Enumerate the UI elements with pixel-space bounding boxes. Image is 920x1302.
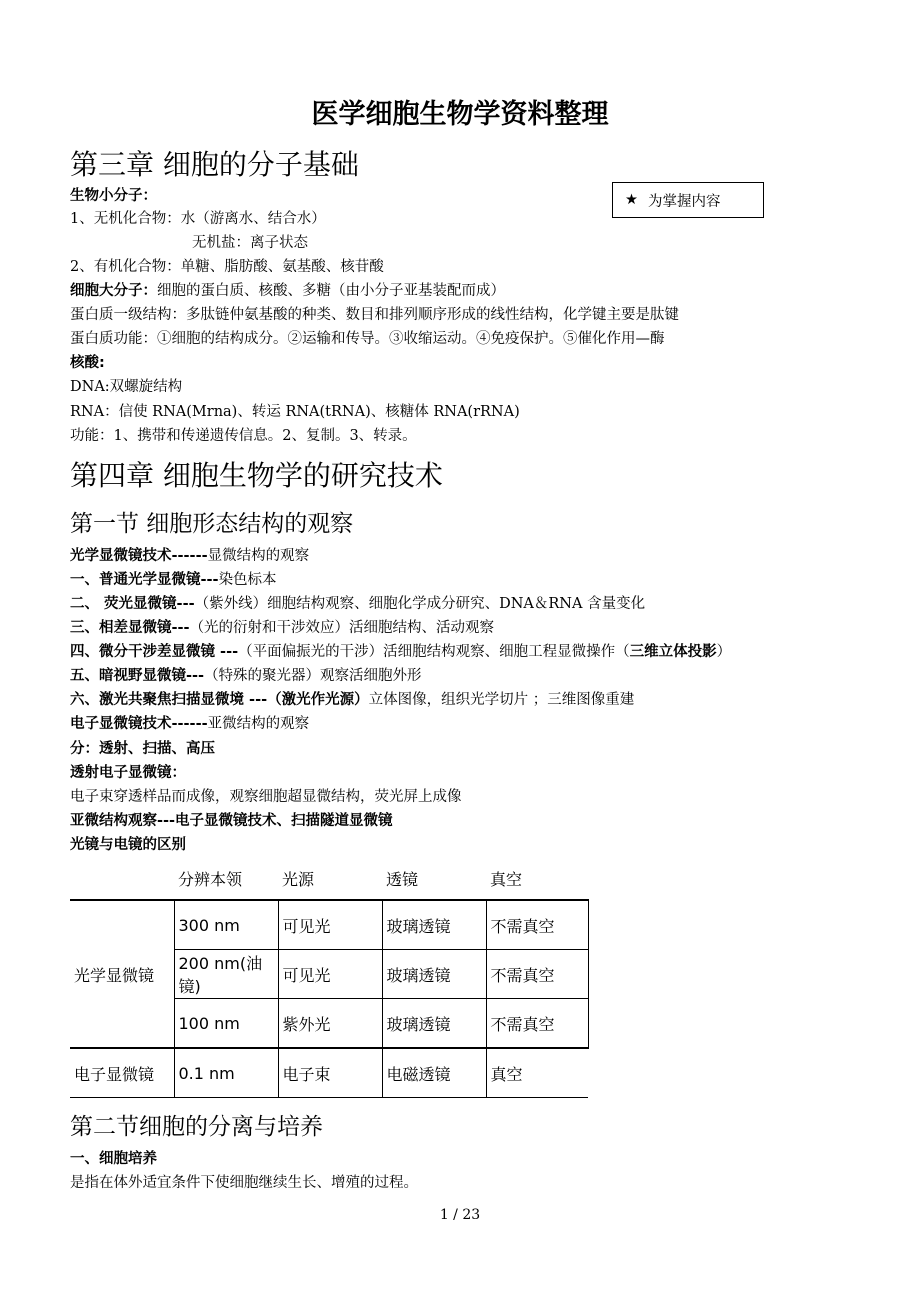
- section-1-heading: 第一节 细胞形态结构的观察: [70, 511, 354, 537]
- list-item-5-label: 五、暗视野显微镜---: [70, 668, 205, 684]
- macromolecules-label: 细胞大分子：: [70, 283, 157, 299]
- cell-culture-label: 一、细胞培养: [70, 1151, 157, 1167]
- list-item-2-text: （紫外线）细胞结构观察、细胞化学成分研究、DNA＆RNA 含量变化: [194, 596, 646, 612]
- list-item-5-text: （特殊的聚光器）观察活细胞外形: [204, 668, 422, 684]
- table-cell: 不需真空: [486, 950, 588, 999]
- list-item-4-label: 四、微分干涉差显微镜 ---: [70, 644, 239, 660]
- table-cell: 不需真空: [486, 999, 588, 1049]
- note-box-text: 为掌握内容: [648, 193, 721, 210]
- optical-microscopy-line: [70, 546, 309, 566]
- table-cell: 玻璃透镜: [382, 900, 486, 950]
- table-header-cell: 真空: [490, 869, 523, 889]
- electron-microscopy-label: 电子显微镜技术------: [70, 716, 208, 732]
- list-item-1: [70, 570, 277, 590]
- function-line: 功能：1、携带和传递遗传信息。2、复制。3、转录。: [70, 428, 417, 444]
- electron-group-cell: 电子显微镜: [70, 1048, 174, 1098]
- chapter-4-heading: 第四章 细胞生物学的研究技术: [70, 459, 443, 492]
- table-cell: 不需真空: [486, 900, 588, 950]
- small-molecules-label: 生物小分子：: [70, 188, 157, 204]
- list-item-1-label: 一、普通光学显微镜---: [70, 572, 219, 588]
- table-cell: 紫外光: [278, 999, 382, 1049]
- table-row: [70, 1048, 588, 1098]
- list-item-4-text: （平面偏振光的干涉）活细胞结构观察、细胞工程显微操作（: [238, 644, 630, 660]
- document-title: 医学细胞生物学资料整理: [311, 99, 609, 130]
- inorganic-line-2: 无机盐：离子状态: [192, 235, 308, 251]
- table-cell: 0.1 nm: [174, 1048, 278, 1098]
- list-item-4-close: ）: [716, 644, 732, 660]
- list-item-3-text: （光的衍射和干涉效应）活细胞结构、活动观察: [189, 620, 495, 636]
- table-header-cell: 分辨本领: [178, 869, 243, 889]
- table-header-cell: 透镜: [386, 869, 419, 889]
- chapter-3-heading: 第三章 细胞的分子基础: [70, 148, 359, 181]
- organic-line: 2、有机化合物：单糖、脂肪酸、氨基酸、核苷酸: [70, 259, 384, 275]
- list-item-4: [70, 642, 731, 662]
- list-item-6: [70, 690, 634, 710]
- electron-microscopy-text: 亚微结构的观察: [207, 716, 310, 732]
- note-box: [612, 182, 764, 218]
- list-item-2-label: 二、 荧光显微镜---: [70, 596, 195, 612]
- protein-structure-line: 蛋白质一级结构：多肽链仲氨基酸的种类、数目和排列顺序形成的线性结构，化学键主要是肽键: [70, 307, 679, 323]
- inorganic-line-1: 1、无机化合物：水（游离水、结合水）: [70, 211, 326, 227]
- rna-line: RNA：信使 RNA(Mrna)、转运 RNA(tRNA)、核糖体 RNA(rRNA): [70, 404, 520, 420]
- submicro-observation-line: 亚微结构观察---电子显微镜技术、扫描隧道显微镜: [70, 813, 393, 829]
- tem-text: 电子束穿透样品而成像，观察细胞超显微结构，荧光屏上成像: [70, 789, 462, 805]
- table-header-blank: [70, 857, 174, 900]
- table-cell: 可见光: [278, 900, 382, 950]
- table-cell: 玻璃透镜: [382, 999, 486, 1049]
- macromolecules-text: 细胞的蛋白质、核酸、多糖（由小分子亚基装配而成）: [157, 283, 505, 299]
- table-header-row: [70, 857, 588, 900]
- nucleic-acid-label: 核酸:: [70, 355, 105, 371]
- table-cell: 100 nm: [174, 999, 278, 1049]
- comparison-label: 光镜与电镜的区别: [70, 837, 186, 853]
- list-item-3: [70, 618, 494, 638]
- dna-line: DNA:双螺旋结构: [70, 379, 183, 395]
- list-item-6-text: 立体图像，组织光学切片 ；三维图像重建: [368, 692, 635, 708]
- em-types-line: 分：透射、扫描、高压: [70, 741, 215, 757]
- microscope-comparison-table: [70, 857, 589, 1098]
- table-cell: 玻璃透镜: [382, 950, 486, 999]
- optical-group-cell: 光学显微镜: [70, 900, 174, 1048]
- list-item-3-label: 三、相差显微镜---: [70, 620, 190, 636]
- table-cell: 300 nm: [174, 900, 278, 950]
- cell-culture-text: 是指在体外适宜条件下使细胞继续生长、增殖的过程。: [70, 1175, 418, 1191]
- page-number: 1 / 23: [439, 1207, 481, 1223]
- table-cell: 电磁透镜: [382, 1048, 486, 1098]
- table-cell: 电子束: [278, 1048, 382, 1098]
- list-item-2: [70, 594, 645, 614]
- protein-function-line: 蛋白质功能：①细胞的结构成分。②运输和传导。③收缩运动。④免疫保护。⑤催化作用—酶: [70, 331, 665, 347]
- table-cell: 真空: [486, 1048, 588, 1098]
- optical-microscopy-label: 光学显微镜技术------: [70, 548, 208, 564]
- electron-microscopy-line: [70, 714, 309, 734]
- tem-label: 透射电子显微镜：: [70, 765, 186, 781]
- table-header-cell: 光源: [282, 869, 315, 889]
- table-cell: 可见光: [278, 950, 382, 999]
- table-cell: 200 nm(油镜): [174, 950, 278, 999]
- star-icon: ★: [625, 192, 638, 208]
- list-item-4-emphasis: 三维立体投影: [629, 644, 717, 660]
- macromolecules-line: [70, 281, 505, 301]
- optical-microscopy-text: 显微结构的观察: [207, 548, 310, 564]
- table-row: [70, 900, 588, 950]
- list-item-1-text: 染色标本: [218, 572, 277, 588]
- list-item-5: [70, 666, 422, 686]
- list-item-6-label: 六、激光共聚焦扫描显微境 ---（激光作光源）: [70, 692, 369, 708]
- section-2-heading: 第二节细胞的分离与培养: [70, 1114, 323, 1140]
